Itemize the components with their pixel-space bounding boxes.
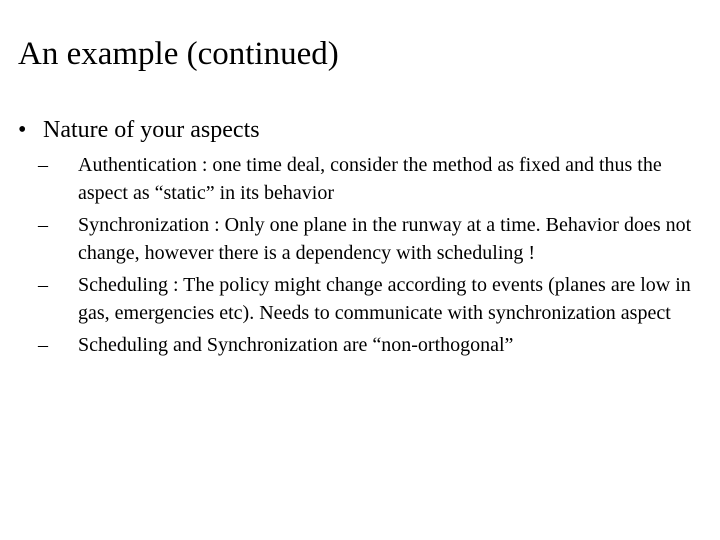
main-bullet-point xyxy=(18,114,260,146)
slide-title: An example (continued) xyxy=(18,36,339,72)
sub-point-list xyxy=(38,151,703,363)
sub-point-authentication xyxy=(38,151,703,207)
sub-point-text: Scheduling and Synchronization are “non-orthogonal” xyxy=(78,334,514,356)
sub-point-text: Authentication : one time deal, consider the method as fixed and thus the aspect as “static” in its behavior xyxy=(78,154,662,204)
sub-point-text: Scheduling : The policy might change according to events (planes are low in gas, emergencies etc). Needs to communicate with synchronization aspect xyxy=(78,274,691,324)
dash-glyph: – xyxy=(38,274,48,296)
sub-point-synchronization xyxy=(38,211,703,267)
sub-point-scheduling xyxy=(38,271,703,327)
sub-point-non-orthogonal xyxy=(38,331,703,359)
bullet-glyph: • xyxy=(18,117,27,143)
main-point-text: Nature of your aspects xyxy=(43,117,260,143)
dash-glyph: – xyxy=(38,214,48,236)
dash-glyph: – xyxy=(38,154,48,176)
dash-glyph: – xyxy=(38,334,48,356)
sub-point-text: Synchronization : Only one plane in the runway at a time. Behavior does not change, however there is a dependency with scheduling ! xyxy=(78,214,692,264)
